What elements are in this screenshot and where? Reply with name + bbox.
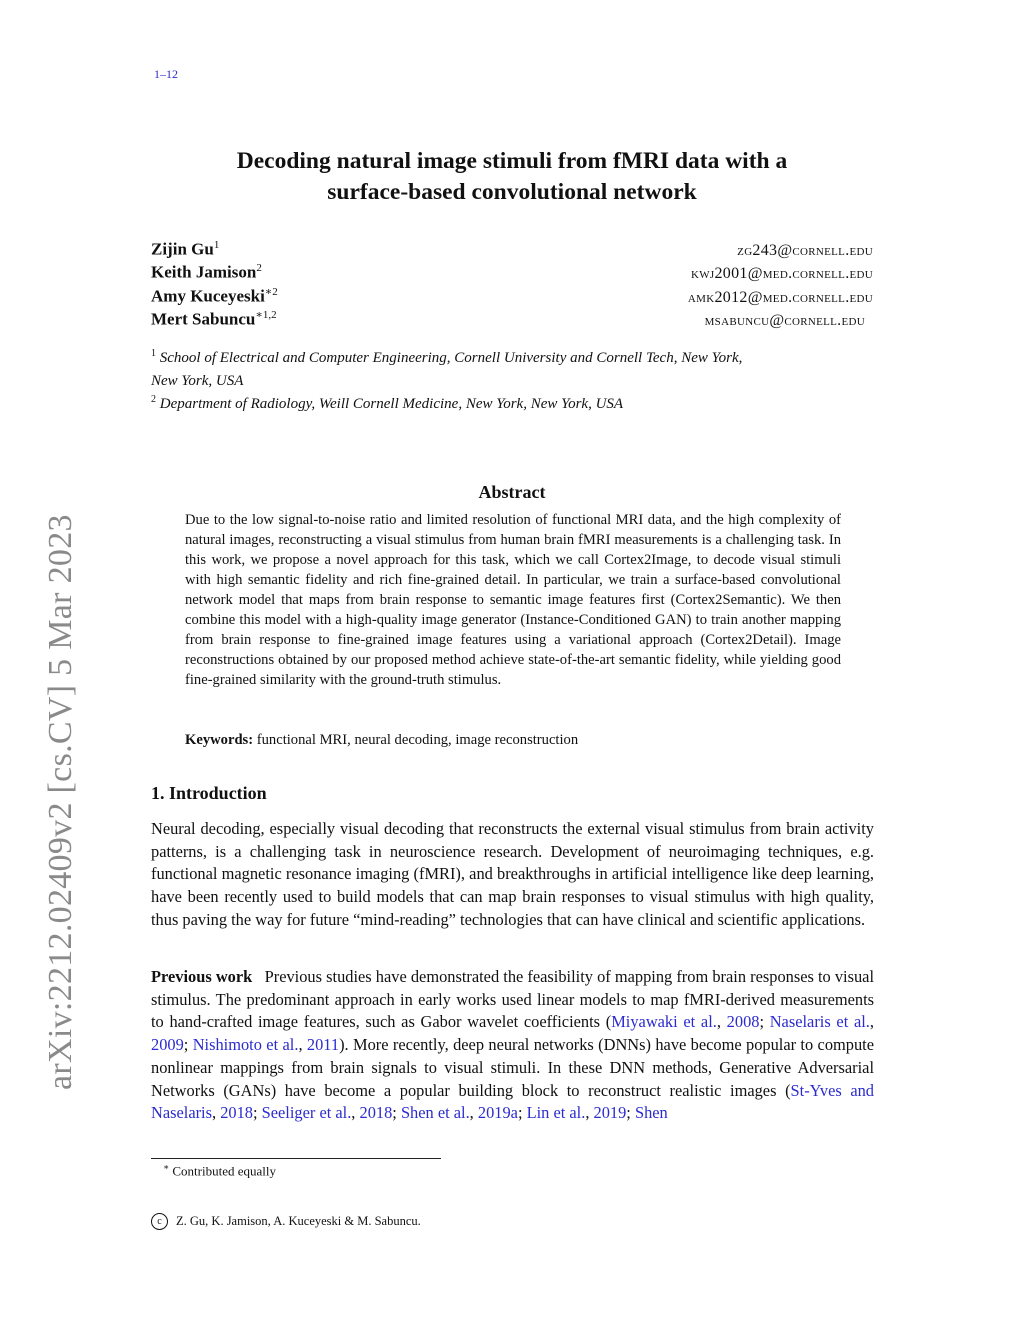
author-row xyxy=(151,262,873,284)
citation-link[interactable]: Nishimoto et al. xyxy=(192,1035,299,1055)
author-name: Mert Sabuncu$^{∗1,2}$ xyxy=(151,309,277,329)
footnote-rule xyxy=(151,1158,441,1159)
author-email[interactable]: zg243@cornell.edu xyxy=(737,241,873,259)
citation-link[interactable]: St-Yves and Naselaris xyxy=(151,1080,874,1123)
page-range: 1–12 xyxy=(154,67,178,81)
previous-work-heading: Previous work xyxy=(151,967,253,986)
keywords xyxy=(185,732,841,749)
citation-link[interactable]: Miyawaki et al. xyxy=(611,1012,717,1032)
author-row xyxy=(151,308,873,330)
author-name: Amy Kuceyeski$^{∗2}$ xyxy=(151,286,278,306)
citation-link[interactable]: 2009 xyxy=(151,1035,184,1055)
keywords-label: Keywords: xyxy=(185,732,254,748)
author-email[interactable]: kwj2001@med.cornell.edu xyxy=(690,264,873,282)
citation-link[interactable]: Lin et al. xyxy=(526,1103,586,1123)
affiliation-1: $^1$ School of Electrical and Computer Engineering, Cornell University and Cornell Tech, New York, New York, USA xyxy=(151,348,743,389)
author-row xyxy=(151,239,873,261)
citation-link[interactable]: 2008 xyxy=(726,1012,760,1032)
author-row xyxy=(151,285,873,307)
section-heading: 1. Introduction xyxy=(151,783,267,803)
arxiv-stamp: arXiv:2212.02409v2 [cs.CV] 5 Mar 2023 xyxy=(42,514,79,1090)
abstract-heading: Abstract xyxy=(478,482,546,502)
citation-link[interactable]: 2019a xyxy=(477,1103,518,1123)
intro-paragraph: Neural decoding, especially visual decoding that reconstructs the external visual stimulus from brain activity patterns, is a challenging task in neuroscience research. Development of neuroimaging techniques, e.g. functional magnetic resonance imaging (fMRI), and breakthroughs in artificial intelligence like deep learning, have been recently used to build models that can map brain responses to visual stimulus with high quality, thus paving the way for future “mind-reading” technologies that can have clinical and scientific applications. xyxy=(151,819,874,929)
author-name: Zijin Gu$^1$ xyxy=(151,239,220,259)
citation-link[interactable]: 2018 xyxy=(220,1103,253,1123)
citation-link[interactable]: Seeliger et al. xyxy=(261,1103,352,1123)
affiliation-2: $^2$ Department of Radiology, Weill Cornell Medicine, New York, New York, USA xyxy=(151,394,624,412)
footnote: ∗ Contributed equally xyxy=(163,1162,276,1179)
copyright-text: Z. Gu, K. Jamison, A. Kuceyeski & M. Sabuncu. xyxy=(176,1214,421,1228)
paper-title xyxy=(150,146,874,208)
abstract-text: Due to the low signal-to-noise ratio and limited resolution of functional MRI data, and the high complexity of natural images, reconstructing a visual stimulus from human brain fMRI measurements is a challenging task. In this work, we propose a novel approach for this task, which we call Cortex2Image, to decode visual stimuli with high semantic fidelity and rich fine-grained detail. In particular, we train a surface-based convolutional network model that maps from brain response to semantic image features first (Cortex2Semantic). We then combine this model with a high-quality image generator (Instance-Conditioned GAN) to train another mapping from brain response to fine-grained image features using a variational approach (Cortex2Detail). Image reconstructions obtained by our proposed method achieve state-of-the-art semantic fidelity, while yielding good fine-grained similarity with the ground-truth stimulus. xyxy=(185,512,841,688)
keywords-list: functional MRI, neural decoding, image reconstruction xyxy=(256,732,579,748)
citation-link[interactable]: 2019 xyxy=(593,1103,627,1123)
citation-link[interactable]: Shen xyxy=(634,1103,668,1123)
citation-link[interactable]: Shen et al. xyxy=(400,1103,470,1123)
copyright-line xyxy=(151,1213,421,1230)
title-line-1: Decoding natural image stimuli from fMRI data with a xyxy=(236,148,788,174)
author-email[interactable]: msabuncu@cornell.edu xyxy=(704,311,865,329)
citation-link[interactable]: 2018 xyxy=(359,1103,393,1123)
copyright-icon: c xyxy=(151,1213,168,1230)
citation-link[interactable]: Naselaris et al. xyxy=(769,1012,870,1032)
previous-work-paragraph: Previous work Previous studies have demonstrated the feasibility of mapping from brain responses to visual stimulus. The predominant approach in early works used linear models to map fMRI-derived measurements to hand-crafted image features, such as Gabor wavelet coefficients (Miyawaki et al., 2008; Naselaris et al., 2009; Nishimoto et al., 2011). More recently, deep neural networks (DNNs) have become popular to compute nonlinear mappings from brain signals to visual stimuli. In these DNN methods, Generative Adversarial Networks (GANs) have become a popular building block to reconstruct realistic images (St-Yves and Naselaris, 2018; Seeliger et al., 2018; Shen et al., 2019a; Lin et al., 2019; Shen xyxy=(151,967,875,1123)
author-name: Keith Jamison$^2$ xyxy=(151,262,262,282)
title-line-2: surface-based convolutional network xyxy=(327,179,697,205)
author-email[interactable]: amk2012@med.cornell.edu xyxy=(687,288,873,306)
citation-link[interactable]: 2011 xyxy=(306,1035,340,1055)
